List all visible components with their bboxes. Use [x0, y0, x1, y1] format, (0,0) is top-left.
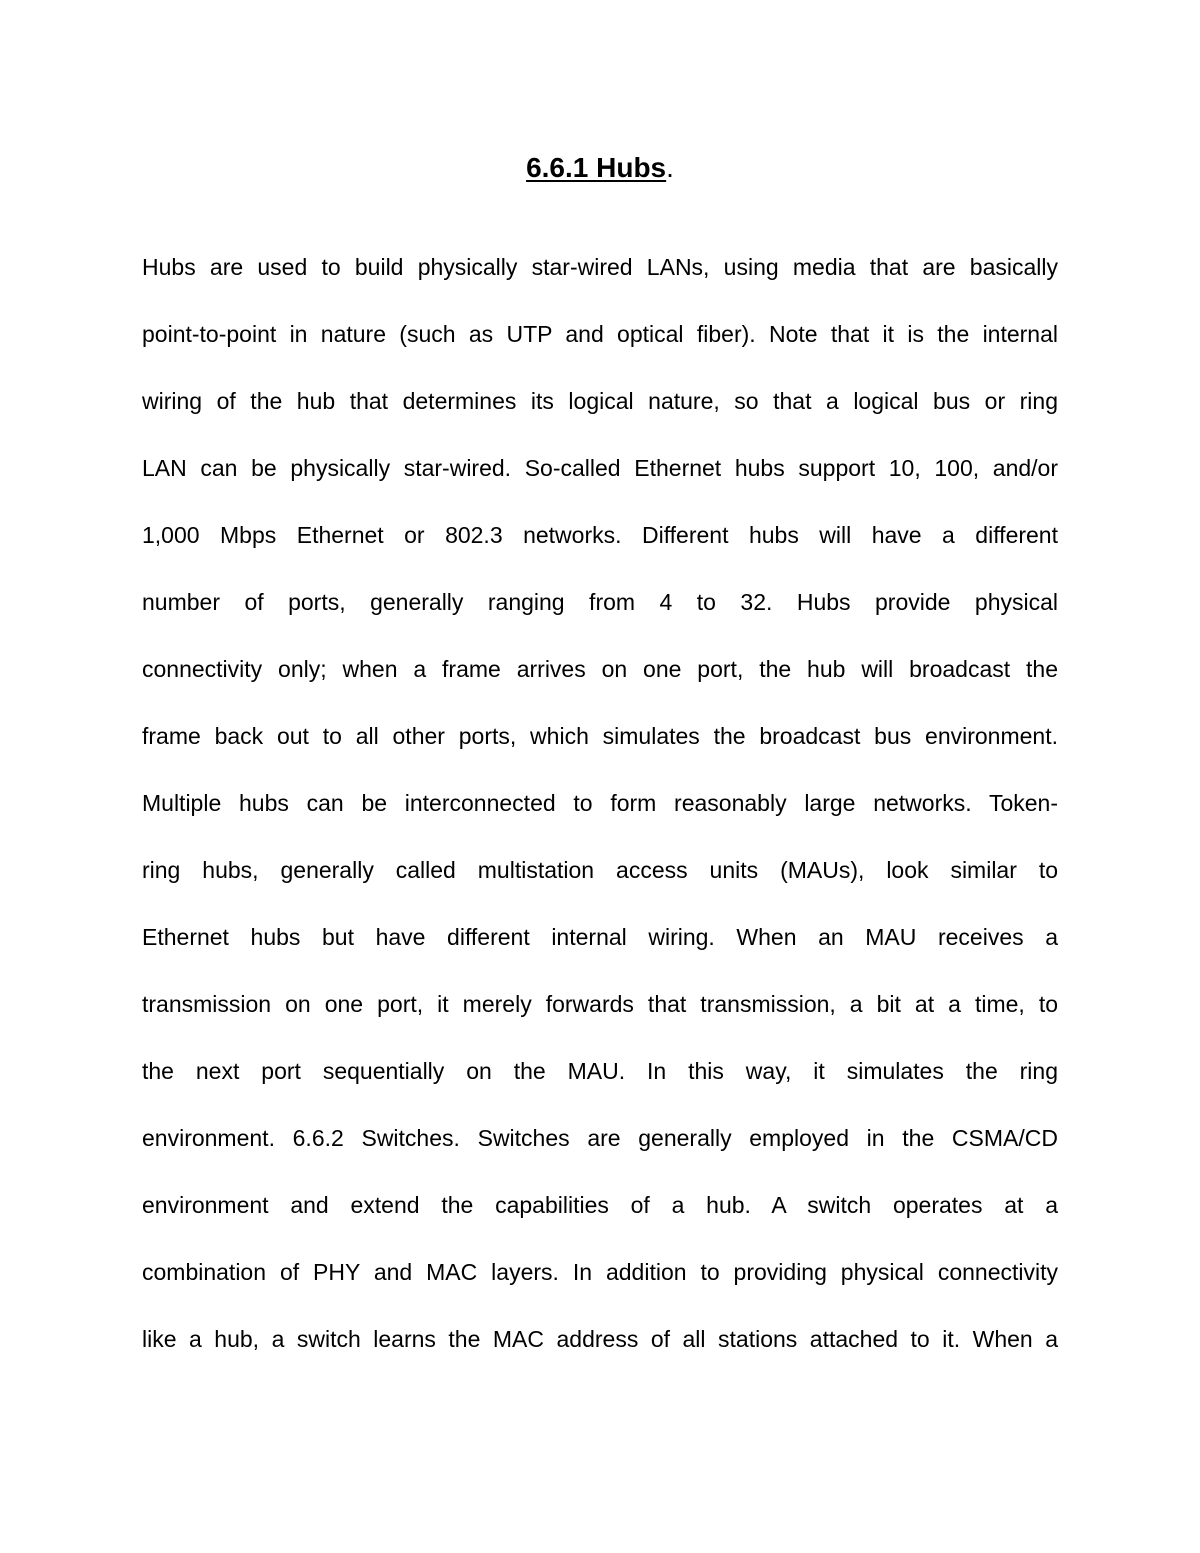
section-heading-title: 6.6.1 Hubs [526, 152, 667, 183]
text-line: the next port sequentially on the MAU. In this way, it simulates the ring [142, 1058, 1058, 1084]
text-line: transmission on one port, it merely forwards that transmission, a bit at a time, to [142, 991, 1058, 1017]
text-line: combination of PHY and MAC layers. In addition to providing physical connectivity [142, 1259, 1058, 1285]
text-line: Hubs are used to build physically star-wired LANs, using media that are basically [142, 254, 1058, 280]
body-paragraph [142, 245, 1058, 1384]
text-line: ring hubs, generally called multistation access units (MAUs), look similar to [142, 857, 1058, 883]
text-line: point-to-point in nature (such as UTP and optical fiber). Note that it is the internal [142, 321, 1058, 347]
text-line: environment and extend the capabilities of a hub. A switch operates at a [142, 1192, 1058, 1218]
text-line: 1,000 Mbps Ethernet or 802.3 networks. Different hubs will have a different [142, 522, 1058, 548]
section-heading [0, 146, 1200, 190]
text-line: Ethernet hubs but have different internal wiring. When an MAU receives a [142, 924, 1058, 950]
text-line: number of ports, generally ranging from 4 to 32. Hubs provide physical [142, 589, 1058, 615]
text-line: connectivity only; when a frame arrives on one port, the hub will broadcast the [142, 656, 1058, 682]
section-heading-period: . [666, 152, 674, 183]
text-line: frame back out to all other ports, which simulates the broadcast bus environment. [142, 723, 1058, 749]
text-line: LAN can be physically star-wired. So-called Ethernet hubs support 10, 100, and/or [142, 455, 1058, 481]
text-line: like a hub, a switch learns the MAC address of all stations attached to it. When a [142, 1326, 1058, 1352]
text-line: Multiple hubs can be interconnected to form reasonably large networks. Token- [142, 790, 1058, 816]
text-line: environment. 6.6.2 Switches. Switches are generally employed in the CSMA/CD [142, 1125, 1058, 1151]
text-line: wiring of the hub that determines its logical nature, so that a logical bus or ring [142, 388, 1058, 414]
